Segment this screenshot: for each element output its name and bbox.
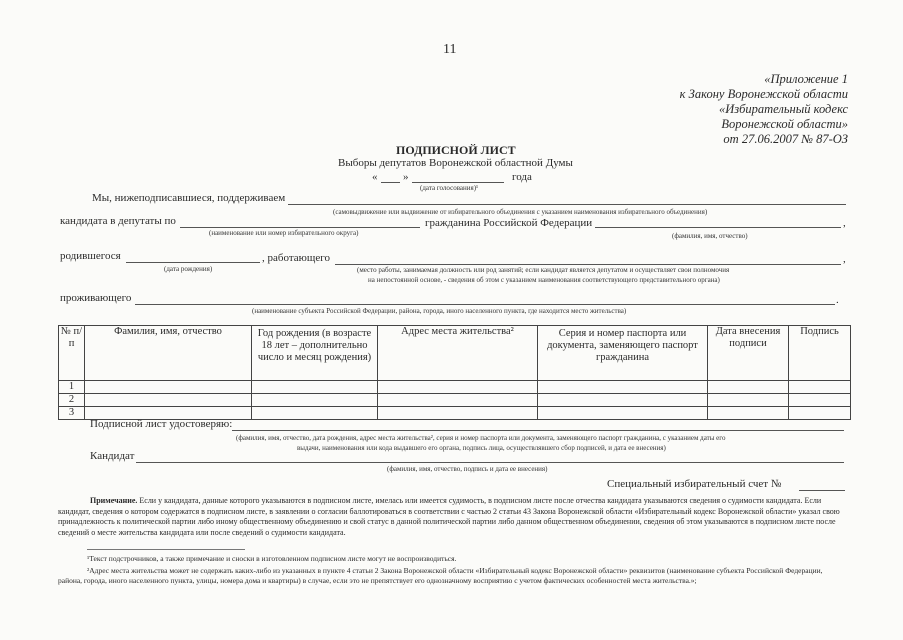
passport-cell[interactable] <box>538 407 708 420</box>
row-number: 3 <box>59 407 85 420</box>
passport-cell[interactable] <box>538 381 708 394</box>
note-paragraph <box>58 496 848 538</box>
citizen-label: гражданина Российской Федерации <box>425 217 593 229</box>
table-row <box>59 394 851 407</box>
table-row <box>59 381 851 394</box>
birth-date-caption: (дата рождения) <box>164 265 213 273</box>
comma: , <box>843 253 846 265</box>
period: . <box>836 294 839 306</box>
page-number: 11 <box>443 42 457 57</box>
collector-caption: (фамилия, имя, отчество, дата рождения, адрес места жительства², серия и номер паспорта или документа, заменяющего паспорт гражданина, с указанием даты его <box>236 434 726 442</box>
date-close-quote: » <box>403 171 409 183</box>
account-number-field[interactable] <box>799 490 845 491</box>
birth-cell[interactable] <box>252 407 378 420</box>
appendix-line: к Закону Воронежской области <box>679 87 848 101</box>
name-cell[interactable] <box>85 381 252 394</box>
workplace-caption: на непостоянной основе, - сведения об этом с указанием наименования соответствующего представительного органа) <box>368 276 720 284</box>
nomination-caption: (самовыдвижение или выдвижение от избирательного объединения с указанием наименования избирательного объединения) <box>333 208 708 216</box>
note-text: Если у кандидата, данные которого указываются в подписном листе, имелась или имеется судимость, в подписном листе после отчества кандидата указываются сведения о судимости кандидата. Если кандидат, сведения о котором содержатся в подписном листе, в заявлении о согласии баллотироваться в соответствии с частью 2 статьи 43 Закона Воронежской области «Избирательный кодекс Воронежской области» указал свою принадлежность к политической партии либо иному общественному объединению и свой статус в данной политической партии либо данном общественном объединении, сведения об этом указываются в подписном листе после сведений о месте жительства кандидата или после сведений о судимости кандидата. <box>58 496 840 537</box>
certify-label: Подписной лист удостоверяю: <box>90 418 233 430</box>
birth-cell[interactable] <box>252 381 378 394</box>
candidate-name-field[interactable] <box>595 227 841 228</box>
month-field[interactable] <box>412 182 504 183</box>
header-signature-date: Дата внесения подписи <box>708 326 789 381</box>
table-header-row <box>59 326 851 381</box>
header-passport: Серия и номер паспорта или документа, заменяющего паспорт гражданина <box>538 326 708 381</box>
date-cell[interactable] <box>708 381 789 394</box>
birth-cell[interactable] <box>252 394 378 407</box>
appendix-reference <box>680 72 848 147</box>
collector-caption: выдачи, наименования или кода выдавшего его органа, подпись лица, осуществлявшего сбор подписей, и дата ее внесения) <box>297 444 666 452</box>
workplace-field[interactable] <box>335 264 841 265</box>
address-cell[interactable] <box>378 381 538 394</box>
district-field[interactable] <box>180 227 420 228</box>
date-open-quote: « <box>372 171 378 183</box>
footnote-1: ¹Текст подстрочников, а также примечание и сноски в изготовленном подписном листе могут не воспроизводиться. <box>87 554 457 563</box>
candidate-sign-label: Кандидат <box>90 450 135 462</box>
residence-caption: (наименование субъекта Российской Федерации, района, города, иного населенного пункта, где находится место жительства) <box>252 307 627 315</box>
year-label: года <box>512 171 532 183</box>
candidate-sign-field[interactable] <box>136 462 844 463</box>
signature-cell[interactable] <box>789 381 851 394</box>
date-cell[interactable] <box>708 394 789 407</box>
appendix-line: от 27.06.2007 № 87-ОЗ <box>723 132 848 146</box>
appendix-line: Воронежской области» <box>721 117 848 131</box>
header-name: Фамилия, имя, отчество <box>85 326 252 381</box>
passport-cell[interactable] <box>538 394 708 407</box>
header-number: № п/п <box>59 326 85 381</box>
appendix-line: «Избирательный кодекс <box>718 102 848 116</box>
day-field[interactable] <box>381 182 400 183</box>
nomination-field[interactable] <box>288 204 846 205</box>
note-heading: Примечание. <box>90 496 138 505</box>
footnote-divider <box>87 549 245 550</box>
signature-cell[interactable] <box>789 407 851 420</box>
date-cell[interactable] <box>708 407 789 420</box>
collector-field[interactable] <box>232 430 844 431</box>
header-signature: Подпись <box>789 326 851 381</box>
birth-date-field[interactable] <box>126 262 260 263</box>
appendix-line: «Приложение 1 <box>764 72 848 86</box>
residence-field[interactable] <box>135 304 835 305</box>
address-cell[interactable] <box>378 394 538 407</box>
row-number: 1 <box>59 381 85 394</box>
supporters-label: Мы, нижеподписавшиеся, поддерживаем <box>92 192 286 204</box>
candidate-sign-caption: (фамилия, имя, отчество, подпись и дата ее внесения) <box>387 465 548 473</box>
district-caption: (наименование или номер избирательного округа) <box>209 229 359 237</box>
document-title: ПОДПИСНОЙ ЛИСТ <box>396 143 516 157</box>
row-number: 2 <box>59 394 85 407</box>
signatures-table <box>58 325 851 420</box>
date-caption: (дата голосования)¹ <box>420 184 479 192</box>
born-label: родившегося <box>60 250 121 262</box>
header-birth-year: Год рождения (в возрасте 18 лет – дополнительно число и месяц рождения) <box>252 326 378 381</box>
document-subtitle: Выборы депутатов Воронежской областной Думы <box>338 157 573 169</box>
account-label: Специальный избирательный счет № <box>607 478 782 490</box>
address-cell[interactable] <box>378 407 538 420</box>
signature-cell[interactable] <box>789 394 851 407</box>
name-cell[interactable] <box>85 394 252 407</box>
candidate-label: кандидата в депутаты по <box>60 215 176 227</box>
workplace-caption: (место работы, занимаемая должность или род занятий; если кандидат является депутатом и осуществляет свои полномочия <box>357 266 730 274</box>
works-label: , работающего <box>262 252 330 264</box>
header-address: Адрес места жительства² <box>378 326 538 381</box>
lives-label: проживающего <box>60 292 132 304</box>
footnote-2: ²Адрес места жительства может не содержать каких-либо из указанных в пункте 4 статьи 2 Закона Воронежской области «Избирательный кодекс Воронежской области» реквизитов (наименование субъекта Российской Федерации, района, города, иного населенного пункта, улицы, номера дома и квартиры) в случае, если это не препятствует его однозначному восприятию с учетом фактических особенностей места жительства.»; <box>58 566 823 585</box>
comma: , <box>843 217 846 229</box>
name-caption: (фамилия, имя, отчество) <box>672 232 748 240</box>
